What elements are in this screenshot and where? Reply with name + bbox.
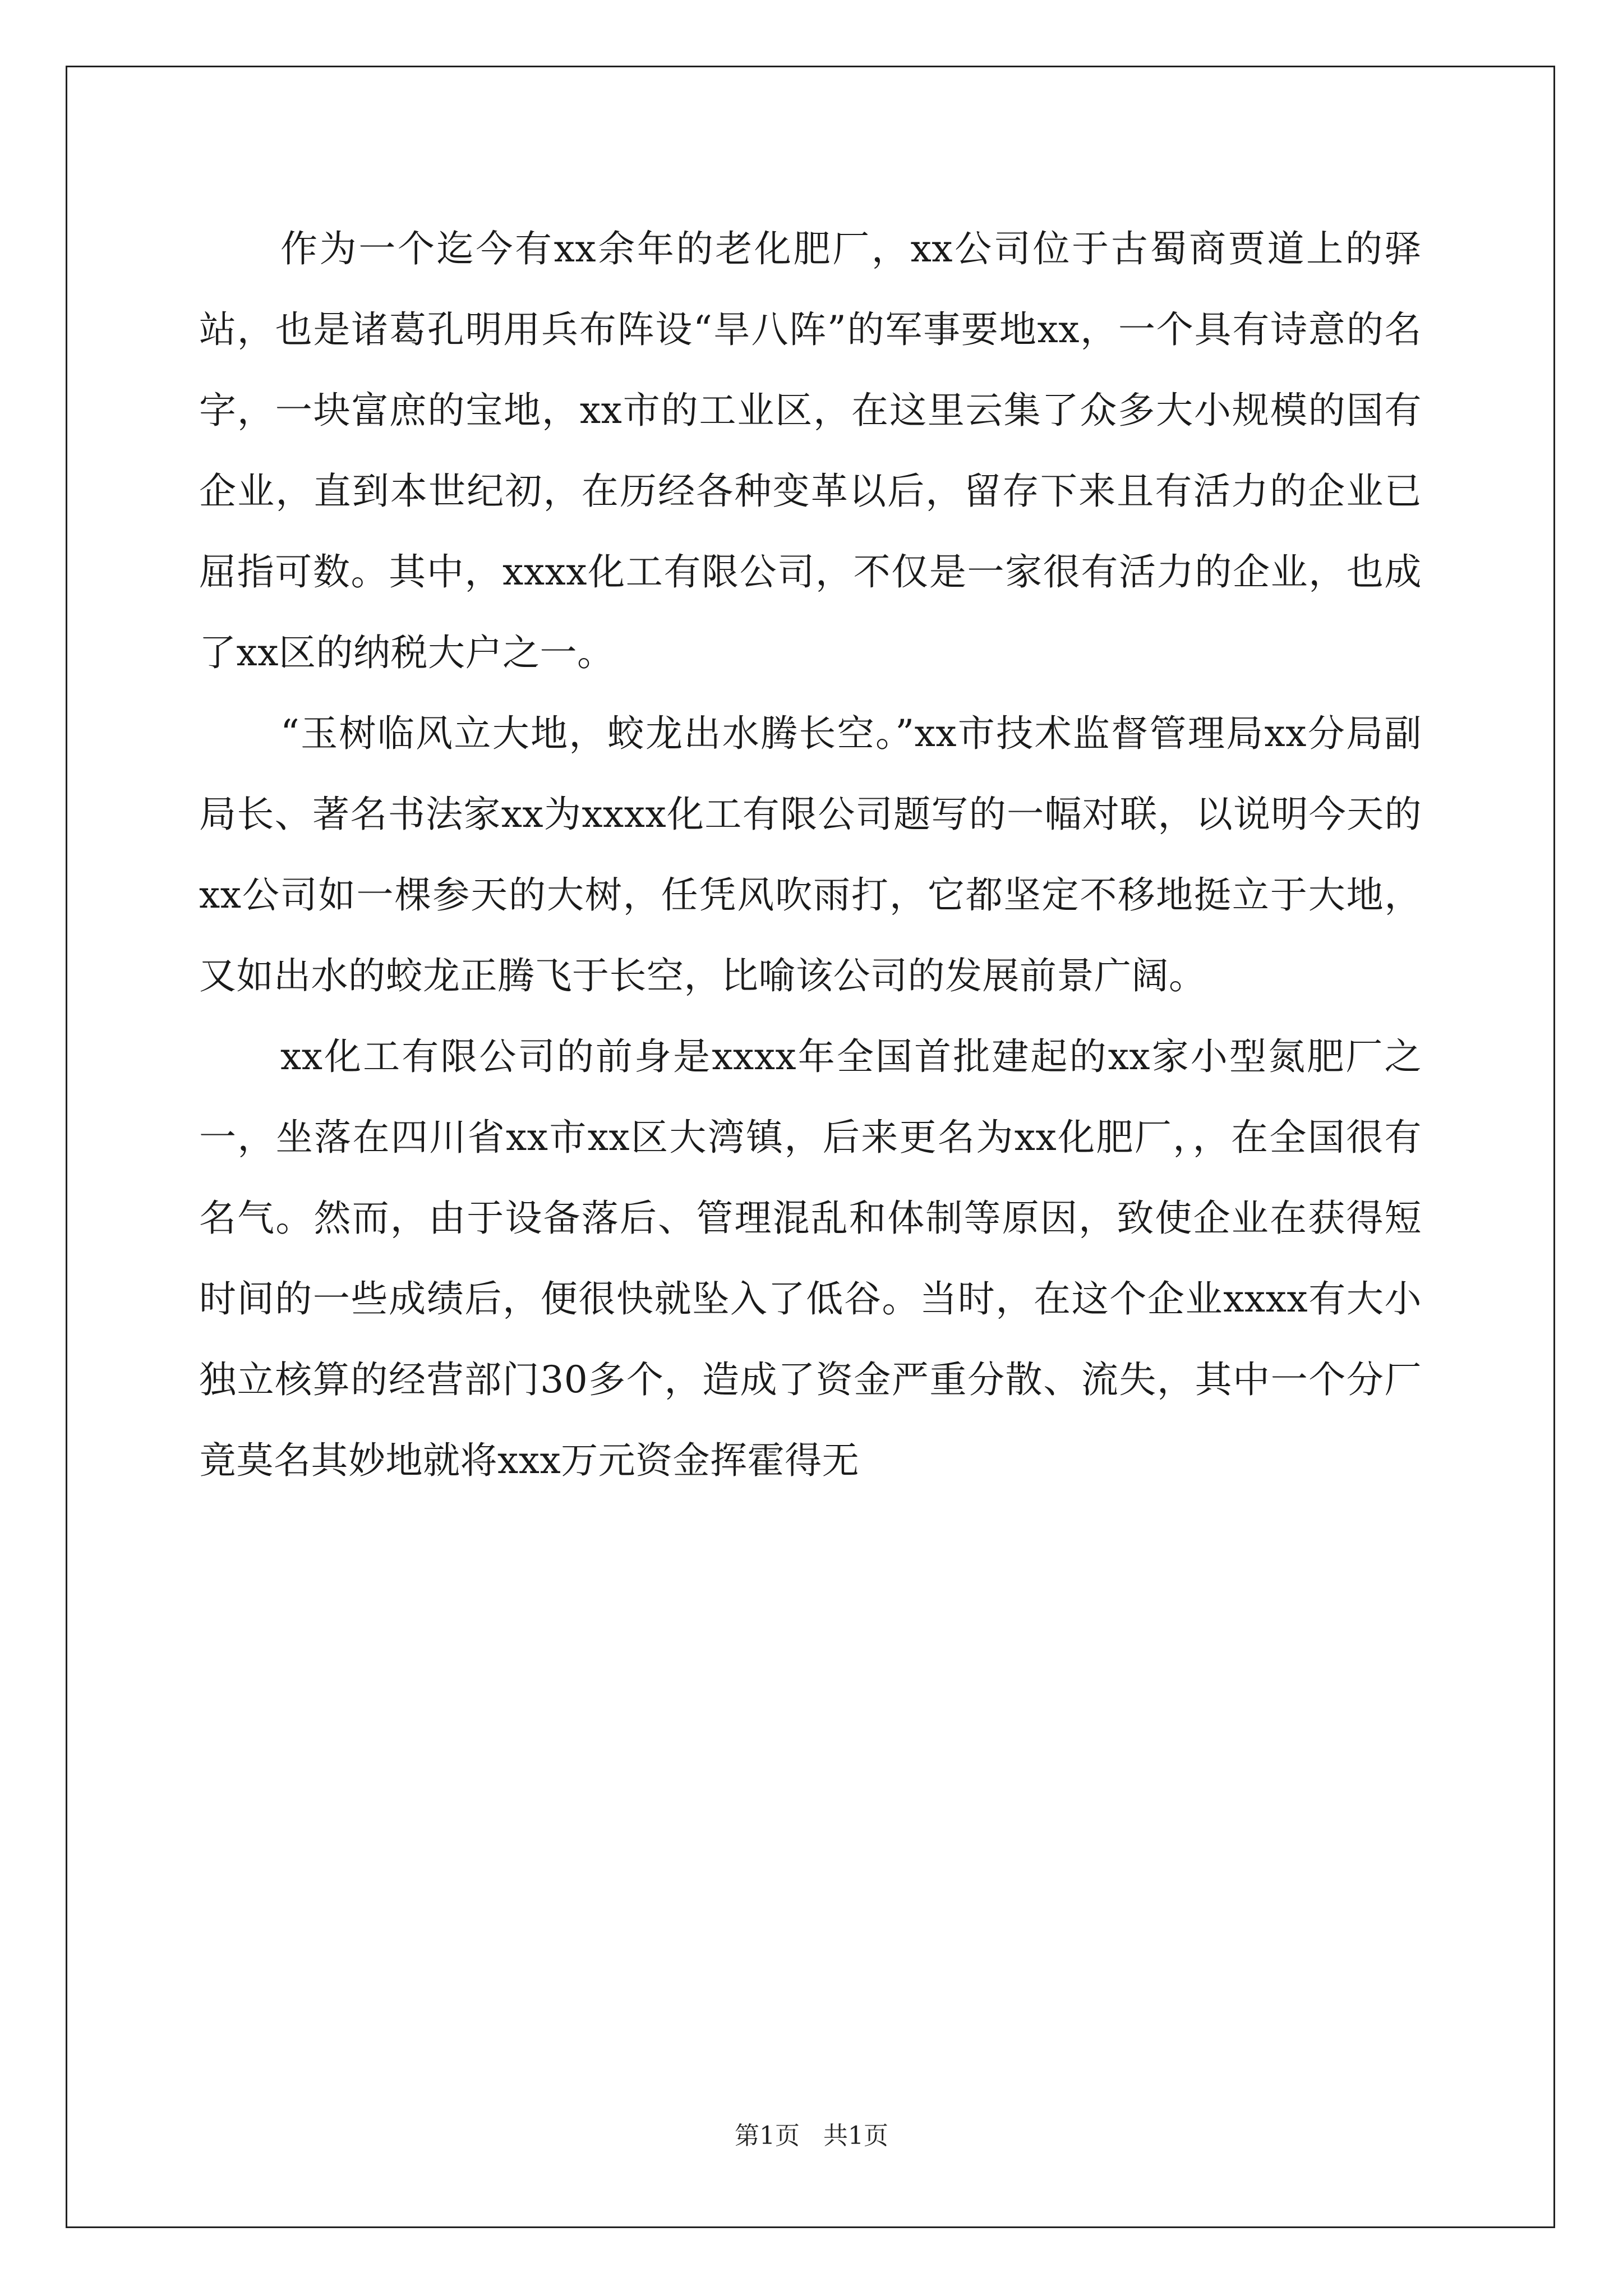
paragraph-1: 作为一个迄今有xx余年的老化肥厂，xx公司位于古蜀商贾道上的驿站，也是诸葛孔明用兵布阵设“旱八阵”的军事要地xx，一个具有诗意的名字，一块富庶的宝地，xx市的工业区，在这里云集了众多大小规模的国有企业，直到本世纪初，在历经各种变革以后，留存下来且有活力的企业已屈指可数。其中，xxxx化工有限公司，不仅是一家很有活力的企业，也成了xx区的纳税大户之一。 (199, 227, 1422, 674)
page-total: 共1页 (823, 2122, 888, 2150)
paragraph-3: xx化工有限公司的前身是xxxx年全国首批建起的xx家小型氮肥厂之一，坐落在四川省xx市xx区大湾镇，后来更名为xx化肥厂，，在全国很有名气。然而，由于设备落后、管理混乱和体制等原因，致使企业在获得短时间的一些成绩后，便很快就坠入了低谷。当时，在这个企业xxxx有大小独立核算的经营部门30多个，造成了资金严重分散、流失，其中一个分厂竟莫名其妙地就将xxx万元资金挥霍得无 (199, 1035, 1422, 1482)
footer-spacer (800, 2122, 823, 2150)
paragraph-2: “玉树临风立大地，蛟龙出水腾长空。”xx市技术监督管理局xx分局副局长、著名书法家xx为xxxx化工有限公司题写的一幅对联，以说明今天的xx公司如一棵参天的大树，任凭风吹雨打，它都坚定不移地挺立于大地，又如出水的蛟龙正腾飞于长空，比喻该公司的发展前景广阔。 (199, 712, 1422, 997)
page-number: 第1页 (735, 2122, 800, 2150)
document-body (199, 209, 1422, 1501)
page-footer (0, 2119, 1623, 2153)
